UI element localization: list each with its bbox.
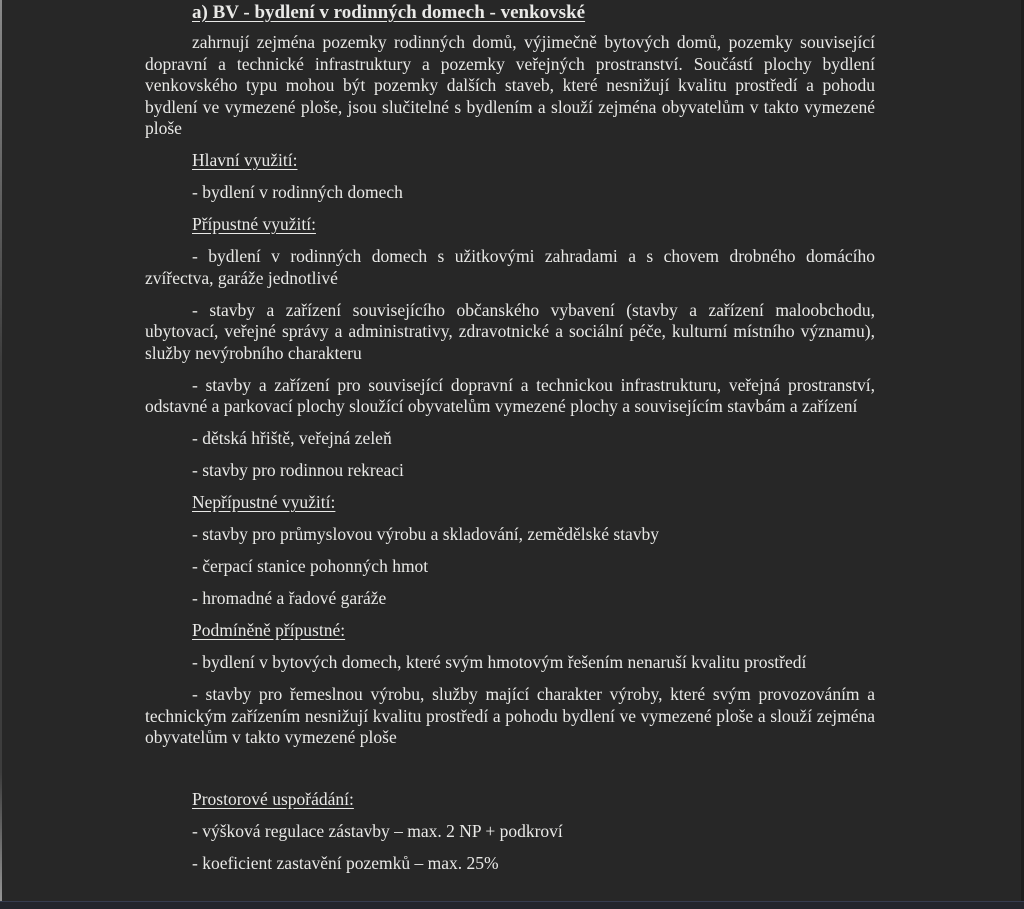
section [145,214,875,482]
section [145,492,875,610]
intro-paragraph: zahrnují zejména pozemky rodinných domů, výjimečně bytových domů, pozemky související dopravní a technické infrastruktury a pozemky veřejných prostranství. Součástí plochy bydlení venkovského typu mohou být pozemky dalších staveb, které nesnižují kvalitu prostředí a pohodu bydlení ve vymezené ploše, jsou slučitelné s bydlením a slouží zejména obyvatelům v takto vymezené ploše [145,32,875,138]
bottom-edge-bar [0,901,1024,909]
list-item: - dětská hřiště, veřejná zeleň [192,428,392,448]
list-item: - bydlení v rodinných domech [192,182,403,202]
list-item: - stavby a zařízení pro související dopravní a technickou infrastrukturu, veřejná prostranství, odstavné a parkovací plochy sloužící obyvatelům vymezené plochy a souvisejícím stavbám a zařízení [145,374,875,416]
list-item: - koeficient zastavění pozemků – max. 25% [192,853,499,873]
section-title-text: Hlavní využití: [192,150,298,170]
list-item: - hromadné a řadové garáže [192,588,387,608]
section-title [145,492,875,514]
list-item: - stavby pro řemeslnou výrobu, služby mající charakter výroby, které svým provozováním a technickým zařízením nesnižují kvalitu prostředí a pohodu bydlení ve vymezené ploše a slouží zejména obyvatelům v takto vymezené ploše [145,684,875,747]
list-item: - bydlení v rodinných domech s užitkovými zahradami a s chovem drobného domácího zvířectva, garáže jednotlivé [145,246,875,288]
section-title-text: Nepřípustné využití: [192,492,336,512]
section [145,759,875,875]
section-heading-text: a) BV - bydlení v rodinných domech - venkovské [192,2,586,23]
section [145,150,875,204]
section-title-text: Prostorové uspořádání: [192,789,354,809]
section-heading [145,1,875,25]
section [145,620,875,749]
list-item: - stavby a zařízení souvisejícího občanského vybavení (stavby a zařízení maloobchodu, ubytovací, veřejné správy a administrativy, zdravotnické a sociální péče, kulturní místního významu), služby nevýrobního charakteru [145,299,875,363]
section-title [145,789,875,811]
page-left-edge [0,0,2,909]
sections-container [145,150,875,875]
section-title-text: Přípustné využití: [192,214,316,234]
section-title-text: Podmíněně přípustné: [192,620,346,640]
list-item: - výšková regulace zástavby – max. 2 NP + podkroví [192,821,563,841]
list-item: - stavby pro rodinnou rekreaci [192,460,404,480]
list-item: - čerpací stanice pohonných hmot [192,556,429,576]
section-title [145,214,875,236]
list-item: - stavby pro průmyslovou výrobu a skladování, zemědělské stavby [192,524,660,544]
section-title [145,150,875,172]
list-item: - bydlení v bytových domech, které svým hmotovým řešením nenaruší kvalitu prostředí [192,652,807,672]
document-body [145,1,875,885]
section-title [145,620,875,642]
